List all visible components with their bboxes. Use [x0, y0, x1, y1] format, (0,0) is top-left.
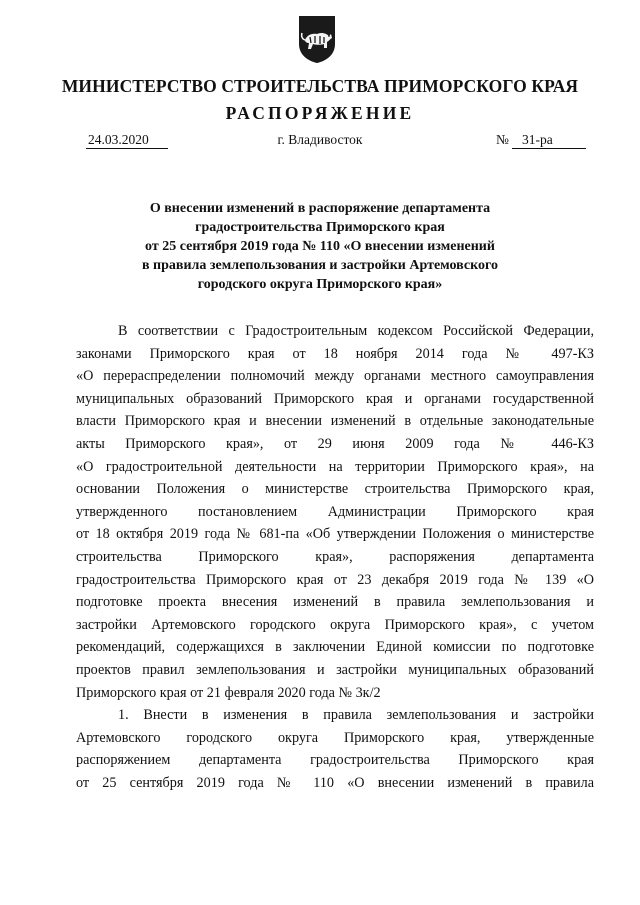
document-city: г. Владивосток — [277, 132, 363, 147]
document-number: 31-ра — [512, 132, 586, 149]
subject-line: городского округа Приморского края» — [197, 277, 443, 292]
document-subject — [0, 199, 640, 294]
body-line: застройки Артемовского городского округа Приморского края», с учетом — [76, 616, 594, 633]
document-type: РАСПОРЯЖЕНИЕ — [225, 103, 415, 123]
body-line: основании Положения о министерстве строительства Приморского края, — [76, 481, 594, 498]
body-line: Артемовского городского округа Приморского края, утвержденные — [76, 729, 594, 746]
body-line: В соответствии с Градостроительным кодексом Российской Федерации, — [118, 323, 594, 339]
subject-line: градостроительства Приморского края — [195, 220, 445, 235]
ministry-name: МИНИСТЕРСТВО СТРОИТЕЛЬСТВА ПРИМОРСКОГО КРАЯ — [61, 76, 579, 96]
document-number-label: № — [496, 132, 509, 147]
body-line: проектов правил землепользования и застройки муниципальных образований — [76, 661, 594, 678]
subject-line: от 25 сентября 2019 года № 110 «О внесении изменений — [145, 239, 495, 254]
body-line: власти Приморского края и внесении изменений в отдельные законодательные — [76, 413, 594, 430]
body-line: от 25 сентября 2019 года № 110 «О внесении изменений в правила — [76, 774, 594, 791]
body-line: 1. Внести в изменения в правила землепользования и застройки — [118, 707, 594, 724]
body-line: Приморского края от 21 февраля 2020 года № 3к/2 — [76, 684, 381, 701]
subject-line: в правила землепользования и застройки Артемовского — [141, 258, 499, 273]
body-line: распоряжением департамента градостроительства Приморского края — [76, 752, 594, 769]
document-meta — [0, 132, 640, 152]
body-line: рекомендаций, содержащихся в заключении Единой комиссии по подготовке — [76, 639, 594, 656]
body-line: акты Приморского края», от 29 июня 2009 года № 446-КЗ — [76, 435, 594, 452]
body-line: от 18 октября 2019 года № 681-па «Об утверждении Положения о министерстве — [76, 526, 594, 543]
body-line: строительства Приморского края», распоряжения департамента — [76, 548, 594, 565]
primorsky-krai-emblem-icon — [296, 14, 338, 64]
document-date: 24.03.2020 — [86, 132, 168, 149]
body-line: «О перераспределении полномочий между органами местного самоуправления — [76, 368, 594, 385]
document-body — [76, 320, 594, 794]
body-line: градостроительства Приморского края от 23 декабря 2019 года № 139 «О — [76, 571, 594, 588]
body-line: утвержденного постановлением Администрации Приморского края — [76, 503, 594, 520]
body-line: подготовке проекта внесения изменений в правила землепользования и — [76, 594, 594, 611]
body-line: «О градостроительной деятельности на территории Приморского края», на — [76, 458, 594, 475]
body-line: муниципальных образований Приморского края и органами государственной — [76, 390, 594, 407]
body-line: законами Приморского края от 18 ноября 2014 года № 497-КЗ — [76, 345, 594, 362]
subject-line: О внесении изменений в распоряжение департамента — [149, 201, 491, 216]
